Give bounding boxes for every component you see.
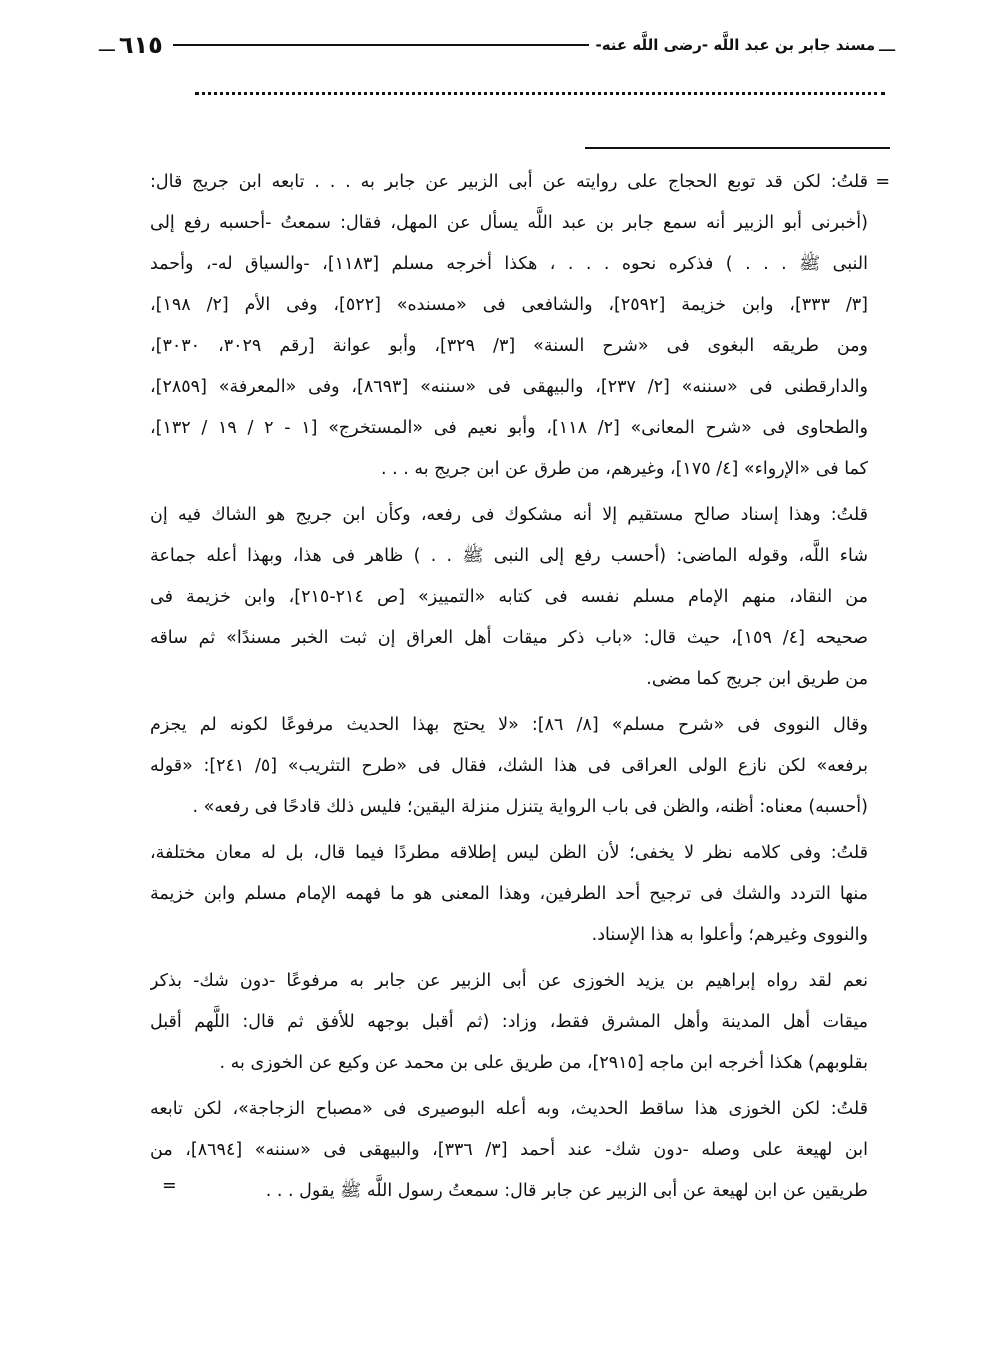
- header-dash-end: ـــ: [99, 34, 115, 56]
- continued-marker: =: [875, 172, 890, 192]
- text-line: قلتُ: وهذا إسناد صالح مستقيم إلا أنه مشكوك فى رفعه، وكأن ابن جريج هو الشاك فيه إن: [150, 505, 868, 525]
- text-line: ميقات أهل المدينة وأهل المشرق فقط، وزاد: (ثم أقبل بوجهه للأفق ثم قال: اللَّهم أقبل: [150, 1012, 868, 1032]
- text-line: النبى ﷺ . . . ) فذكره نحوه . . . ، هكذا أخرجه مسلم [١١٨٣]، -والسياق له-، وأحمد: [150, 254, 868, 274]
- text-line: منها التردد والشك فى ترجيح أحد الطرفين، وهذا المعنى هو ما فهمه الإمام مسلم وابن خزيمة: [150, 884, 868, 904]
- text-line: نعم لقد رواه إبراهيم بن يزيد الخوزى عن أبى الزبير عن جابر به مرفوعًا -دون شك- بذكر: [150, 971, 868, 991]
- text-line: كما فى «الإرواء» [٤/ ١٧٥]، وغيرهم، من طرق عن ابن جريج به . . .: [380, 459, 868, 479]
- text-line: برفعه» لكن نازع الولى العراقى فى هذا الشك، فقال فى «طرح التثريب» [٥/ ٢٤١]: «قوله: [150, 756, 868, 776]
- text-line: شاء اللَّه، وقوله الماضى: (أحسب رفع إلى النبى ﷺ . . ) ظاهر فى هذا، وبهذا أعله جماعة: [150, 546, 868, 566]
- footnote-rule: [585, 147, 890, 149]
- paragraph: [150, 1089, 868, 1212]
- text-line: (أخبرنى أبو الزبير أنه سمع جابر بن عبد اللَّه يسأل عن المهل، فقال: سمعتُ -أحسبه رفع إلى: [150, 213, 868, 233]
- text-line: والنووى وغيرهم؛ وأعلوا به هذا الإسناد.: [591, 925, 868, 945]
- text-line: [٣/ ٣٣٣]، وابن خزيمة [٢٥٩٢]، والشافعى فى «مسنده» [٥٢٢]، وفى الأم [٢/ ١٩٨]،: [150, 295, 868, 315]
- text-line: بقلوبهم) هكذا أخرجه ابن ماجه [٢٩١٥]، من طريق على بن محمد عن وكيع عن الخوزى به .: [219, 1053, 868, 1073]
- text-line: من طريق ابن جريج كما مضى.: [646, 669, 868, 689]
- text-line: وقال النووى فى «شرح مسلم» [٨/ ٨٦]: «لا يحتج بهذا الحديث مرفوعًا لكونه لم يجزم: [150, 715, 868, 735]
- text-line: (أحسبه) معناه: أظنه، والظن فى باب الرواية يتنزل منزلة اليقين؛ فليس ذلك قادحًا فى رفعه» .: [192, 797, 868, 817]
- text-line: صحيحه [٤/ ١٥٩]، حيث قال: «باب ذكر ميقات أهل العراق إن ثبت الخبر مسندًا» ثم ساقه: [150, 628, 868, 648]
- header-rule: [173, 44, 590, 46]
- text-line: والدارقطنى فى «سننه» [٢/ ٢٣٧]، والبيهقى فى «سننه» [٨٦٩٣]، وفى «المعرفة» [٢٨٥٩]،: [150, 377, 868, 397]
- text-line: ومن طريقه البغوى فى «شرح السنة» [٣/ ٣٢٩]، وأبو عوانة [رقم ٣٠٢٩، ٣٠٣٠]،: [150, 336, 868, 356]
- page-number: ٦١٥: [118, 31, 163, 59]
- paragraph: [150, 495, 868, 700]
- paragraph: [150, 705, 868, 828]
- dotted-separator: [195, 92, 885, 115]
- paragraph: [150, 162, 868, 490]
- header-dash: ـــ: [879, 34, 895, 56]
- header-title: مسند جابر بن عبد اللَّه -رضى اللَّه عنه-: [595, 36, 876, 54]
- continues-marker: =: [162, 1176, 177, 1196]
- paragraph: [150, 961, 868, 1084]
- text-line: قلتُ: لكن الخوزى هذا ساقط الحديث، وبه أعله البوصيرى فى «مصباح الزجاجة»، لكن تابعه: [150, 1099, 868, 1119]
- text-line: من النقاد، منهم الإمام مسلم نفسه فى كتابه «التمييز» [ص ٢١٤-٢١٥]، وابن خزيمة فى: [150, 587, 868, 607]
- paragraph: [150, 833, 868, 956]
- footnote-body: [150, 162, 890, 1212]
- text-line: والطحاوى فى «شرح المعانى» [٢/ ١١٨]، وأبو نعيم فى «المستخرج» [١ - ٢ / ١٩ / ١٣٢]،: [150, 418, 868, 438]
- text-line: طريقين عن ابن لهيعة عن أبى الزبير عن جابر قال: سمعتُ رسول اللَّه ﷺ يقول . . .: [265, 1181, 868, 1201]
- text-line: ابن لهيعة على وصله -دون شك- عند أحمد [٣/ ٣٣٦]، والبيهقى فى «سننه» [٨٦٩٤]، من: [150, 1140, 868, 1160]
- text-line: قلتُ: وفى كلامه نظر لا يخفى؛ لأن الظن ليس إطلاقه مطردًا فيما قال، بل له معان مختلفة،: [150, 843, 868, 863]
- text-line: قلتُ: لكن قد توبع الحجاج على روايته عن أبى الزبير عن جابر به . . . تابعه ابن جريج قال:: [150, 172, 868, 192]
- running-header: [95, 30, 895, 60]
